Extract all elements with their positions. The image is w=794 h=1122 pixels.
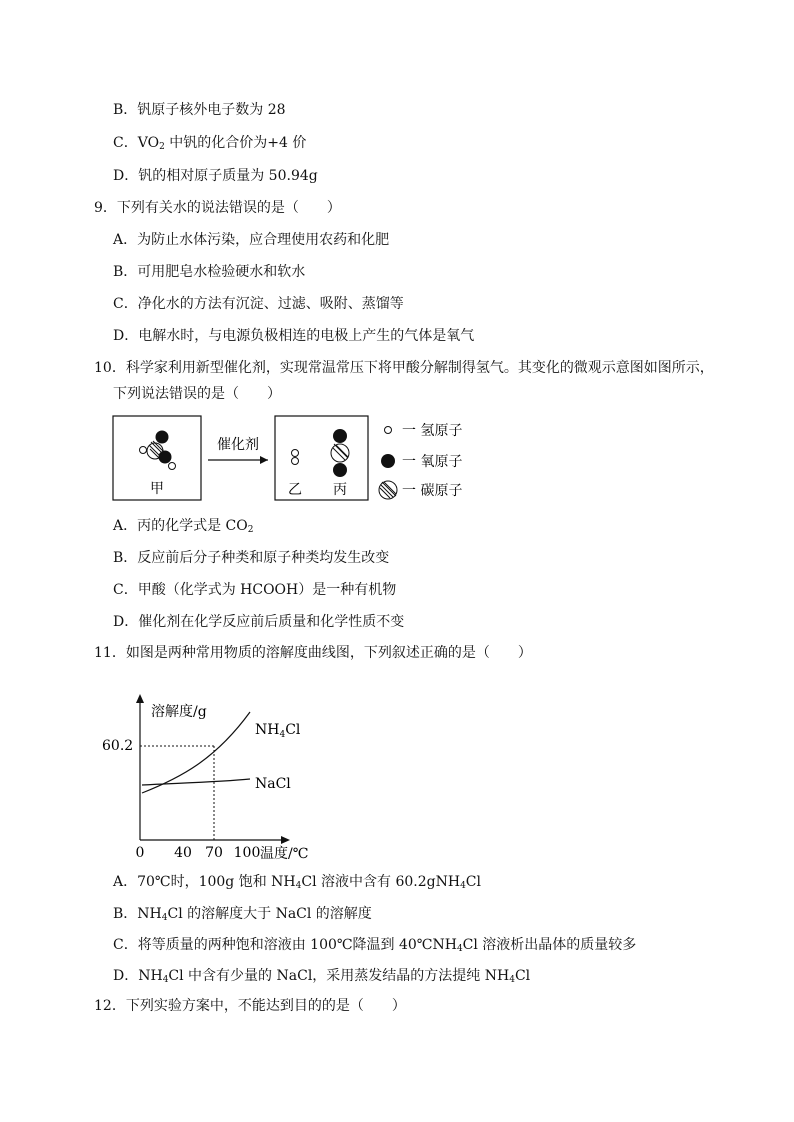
q10-option-c: C．甲酸（化学式为 HCOOH）是一种有机物 bbox=[113, 582, 397, 598]
reactant-label: 甲 bbox=[150, 481, 164, 497]
y-axis-label: 溶解度/g bbox=[151, 704, 207, 720]
q8-option-c: C．$VO_2$ 中钒的化合价为+4 价 bbox=[113, 135, 307, 152]
q10-option-b: B．反应前后分子种类和原子种类均发生改变 bbox=[113, 550, 390, 566]
q9-option-b: B．可用肥皂水检验硬水和软水 bbox=[113, 264, 306, 280]
q11-option-a: A．70℃时，100g 饱和 $NH_4Cl$ 溶液中含有 60.2gNH$_4$Cl bbox=[113, 874, 481, 891]
q11-option-c: C．将等质量的两种饱和溶液由 100℃降温到 $40℃NH_4Cl$ 溶液析出晶体的质量较多 bbox=[113, 937, 637, 954]
q11-option-d: D．$NH_4Cl$ 中含有少量的 NaCl，采用蒸发结晶的方法提纯 $NH_4Cl$ bbox=[113, 968, 531, 985]
q10-stem-line2: 下列说法错误的是（ ） bbox=[113, 386, 281, 402]
x-axis-label: 温度/℃ bbox=[260, 846, 309, 862]
q9-stem: 9．下列有关水的说法错误的是（ ） bbox=[94, 200, 341, 216]
q10-stem-line1: 10．科学家利用新型催化剂，实现常温常压下将甲酸分解制得氢气。其变化的微观示意图如图所示， bbox=[94, 360, 714, 376]
x-tick-40: 40 bbox=[174, 845, 192, 861]
y-axis-arrow-icon bbox=[136, 694, 144, 703]
q10-option-d: D．催化剂在化学反应前后质量和化学性质不变 bbox=[113, 614, 405, 630]
catalyst-label: 催化剂 bbox=[217, 437, 259, 453]
hydrogen-atom-icon bbox=[385, 427, 392, 434]
legend-hydrogen: 一 氢原子 bbox=[402, 423, 463, 439]
q11-stem: 11．如图是两种常用物质的溶解度曲线图，下列叙述正确的是（ ） bbox=[94, 645, 532, 661]
y-mark-60-2: 60.2 bbox=[102, 738, 134, 754]
legend-oxygen: 一 氧原子 bbox=[402, 454, 463, 470]
q9-option-d: D．电解水时，与电源负极相连的电极上产生的气体是氧气 bbox=[113, 328, 475, 344]
q9-option-a: A．为防止水体污染，应合理使用农药和化肥 bbox=[113, 232, 390, 248]
product-label-yi: 乙 bbox=[288, 482, 302, 498]
carbon-dioxide-molecule bbox=[331, 429, 349, 477]
solubility-chart bbox=[100, 690, 330, 862]
q9-option-c: C．净化水的方法有沉淀、过滤、吸附、蒸馏等 bbox=[113, 296, 404, 312]
x-axis-arrow-icon bbox=[281, 836, 290, 844]
q10-option-a: A．丙的化学式是 $CO_2$ bbox=[113, 518, 254, 535]
nh4cl-label: $NH_4Cl$ bbox=[255, 722, 301, 740]
nacl-label: NaCl bbox=[255, 776, 291, 792]
x-tick-100: 100 bbox=[233, 845, 261, 861]
product-label-bing: 丙 bbox=[333, 482, 347, 498]
legend-carbon: 一 碳原子 bbox=[402, 483, 463, 499]
hydrogen-molecule bbox=[292, 450, 299, 465]
x-tick-0: 0 bbox=[135, 845, 145, 861]
reaction-diagram bbox=[110, 413, 490, 505]
q11-option-b: B．$NH_4Cl$ 的溶解度大于 NaCl 的溶解度 bbox=[113, 906, 372, 923]
carbon-atom-icon bbox=[379, 481, 397, 499]
q8-option-d: D．钒的相对原子质量为 50.94g bbox=[113, 168, 318, 184]
x-tick-70: 70 bbox=[205, 845, 223, 861]
q12-stem: 12．下列实验方案中，不能达到目的的是（ ） bbox=[94, 998, 406, 1014]
q8-option-b: B．钒原子核外电子数为 28 bbox=[113, 102, 286, 118]
nacl-curve bbox=[142, 779, 250, 785]
formic-acid-molecule bbox=[140, 431, 176, 470]
oxygen-atom-icon bbox=[381, 454, 395, 468]
arrow-head-icon bbox=[260, 456, 268, 464]
